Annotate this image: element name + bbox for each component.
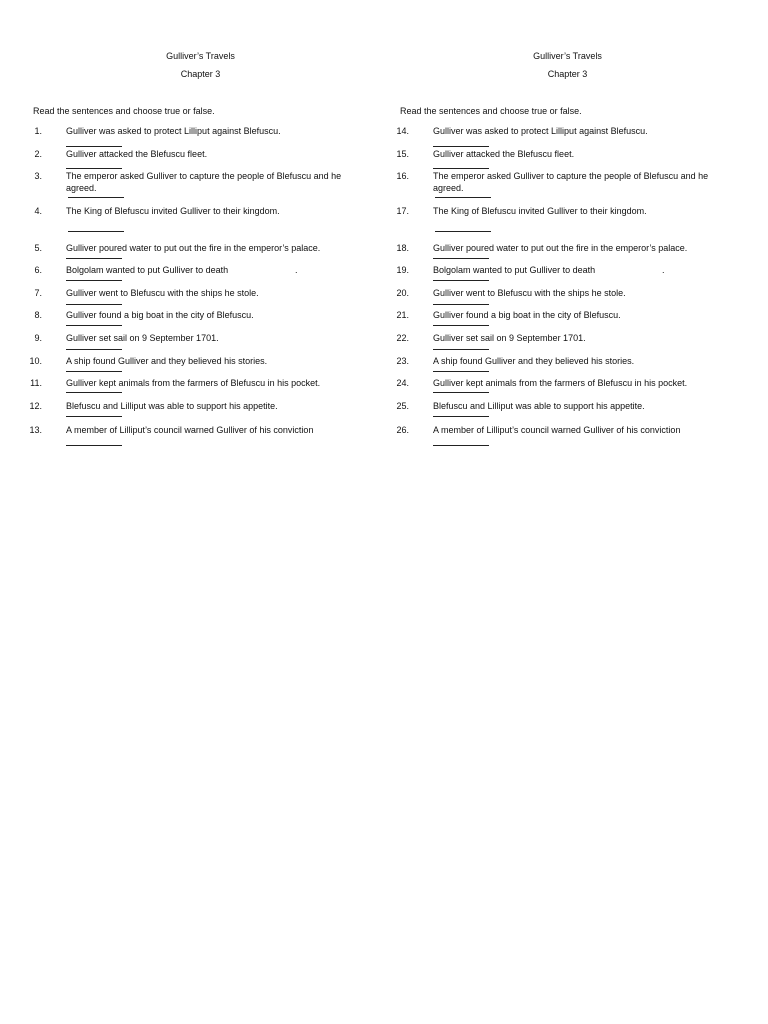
question-number: 18. (396, 243, 409, 253)
question-number: 22. (396, 333, 409, 343)
question-text: Gulliver poured water to put out the fire in the emperor’s palace. (66, 243, 321, 253)
question-text: Blefuscu and Lilliput was able to support his appetite. (433, 401, 645, 411)
question-number: 16. (396, 171, 409, 181)
question-text: The emperor asked Gulliver to capture the people of Blefuscu and he agreed. (66, 171, 342, 193)
answer-blank[interactable] (433, 304, 489, 305)
answer-blank[interactable] (433, 280, 489, 281)
question-text: Bolgolam wanted to put Gulliver to death (433, 265, 596, 275)
question-text: Blefuscu and Lilliput was able to support his appetite. (66, 401, 278, 411)
question-number: 20. (396, 288, 409, 298)
question-text: Gulliver went to Blefuscu with the ships he stole. (66, 288, 259, 298)
sentence-period: . (662, 265, 665, 275)
question-text: Gulliver attacked the Blefuscu fleet. (66, 149, 208, 159)
question-number: 5. (34, 243, 42, 253)
question-text: The King of Blefuscu invited Gulliver to their kingdom. (66, 206, 280, 216)
question-number: 3. (34, 171, 42, 181)
answer-blank[interactable] (68, 197, 124, 198)
question-text: Gulliver attacked the Blefuscu fleet. (433, 149, 575, 159)
question-text: A member of Lilliput’s council warned Gulliver of his conviction (433, 425, 681, 435)
question-text: Gulliver set sail on 9 September 1701. (433, 333, 586, 343)
question-number: 13. (29, 425, 42, 435)
question-text: Gulliver was asked to protect Lilliput against Blefuscu. (66, 126, 281, 136)
answer-blank[interactable] (66, 258, 122, 259)
answer-blank[interactable] (66, 280, 122, 281)
question-text: Gulliver found a big boat in the city of Blefuscu. (433, 310, 621, 320)
question-number: 4. (34, 206, 42, 216)
question-number: 15. (396, 149, 409, 159)
question-text: Gulliver went to Blefuscu with the ships he stole. (433, 288, 626, 298)
worksheet-title: Gulliver’s Travels (166, 51, 235, 61)
answer-blank[interactable] (433, 168, 489, 169)
answer-blank[interactable] (66, 168, 122, 169)
question-number: 9. (34, 333, 42, 343)
answer-blank[interactable] (433, 392, 489, 393)
question-number: 14. (396, 126, 409, 136)
question-number: 17. (396, 206, 409, 216)
question-number: 2. (34, 149, 42, 159)
answer-blank[interactable] (433, 146, 489, 147)
question-number: 6. (34, 265, 42, 275)
question-number: 10. (29, 356, 42, 366)
question-number: 24. (396, 378, 409, 388)
answer-blank[interactable] (68, 231, 124, 232)
question-text: Gulliver kept animals from the farmers of Blefuscu in his pocket. (433, 378, 688, 388)
answer-blank[interactable] (66, 416, 122, 417)
question-number: 11. (30, 378, 42, 388)
answer-blank[interactable] (66, 325, 122, 326)
answer-blank[interactable] (433, 371, 489, 372)
question-number: 25. (396, 401, 409, 411)
chapter-heading: Chapter 3 (547, 69, 588, 79)
question-text: Bolgolam wanted to put Gulliver to death (66, 265, 229, 275)
question-number: 8. (34, 310, 42, 320)
question-number: 21. (396, 310, 409, 320)
answer-blank[interactable] (66, 392, 122, 393)
question-text: Gulliver found a big boat in the city of Blefuscu. (66, 310, 254, 320)
question-text: Gulliver was asked to protect Lilliput against Blefuscu. (433, 126, 648, 136)
question-number: 7. (34, 288, 42, 298)
answer-blank[interactable] (66, 304, 122, 305)
answer-blank[interactable] (435, 197, 491, 198)
sentence-period: . (295, 265, 298, 275)
question-number: 26. (396, 425, 409, 435)
answer-blank[interactable] (433, 416, 489, 417)
question-text: Gulliver poured water to put out the fire in the emperor’s palace. (433, 243, 688, 253)
question-number: 1. (34, 126, 42, 136)
question-text: The emperor asked Gulliver to capture the people of Blefuscu and he agreed. (433, 171, 709, 193)
chapter-heading: Chapter 3 (180, 69, 221, 79)
question-text: Gulliver set sail on 9 September 1701. (66, 333, 219, 343)
answer-blank[interactable] (66, 146, 122, 147)
answer-blank[interactable] (435, 231, 491, 232)
answer-blank[interactable] (66, 445, 122, 446)
answer-blank[interactable] (433, 349, 489, 350)
question-text: Gulliver kept animals from the farmers of Blefuscu in his pocket. (66, 378, 321, 388)
question-text: A ship found Gulliver and they believed his stories. (66, 356, 268, 366)
instructions: Read the sentences and choose true or false. (33, 106, 215, 116)
question-text: The King of Blefuscu invited Gulliver to their kingdom. (433, 206, 647, 216)
question-number: 19. (396, 265, 409, 275)
answer-blank[interactable] (433, 325, 489, 326)
answer-blank[interactable] (66, 349, 122, 350)
answer-blank[interactable] (66, 371, 122, 372)
answer-blank[interactable] (433, 258, 489, 259)
answer-blank[interactable] (433, 445, 489, 446)
question-text: A ship found Gulliver and they believed his stories. (433, 356, 635, 366)
question-number: 12. (29, 401, 42, 411)
instructions: Read the sentences and choose true or false. (400, 106, 582, 116)
question-number: 23. (396, 356, 409, 366)
worksheet-title: Gulliver’s Travels (533, 51, 602, 61)
question-text: A member of Lilliput’s council warned Gulliver of his conviction (66, 425, 314, 435)
